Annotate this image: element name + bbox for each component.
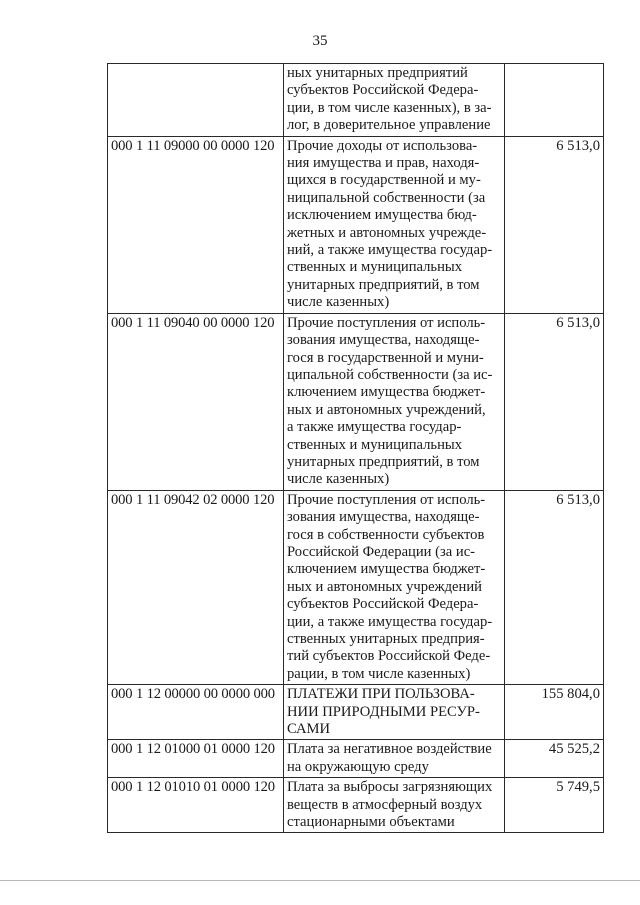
budget-classification-code: 000 1 12 00000 00 0000 000 [108, 685, 284, 740]
description-line: субъектов Российской Федера- [287, 82, 479, 99]
revenue-amount: 6 513,0 [505, 490, 604, 684]
description-line: стационарными объектами [287, 814, 455, 831]
page-number: 35 [312, 33, 328, 49]
table-row [108, 778, 604, 833]
description-line: ципальной собственности (за ис- [287, 366, 493, 383]
description-line: ниципальной собственности (за [287, 189, 486, 206]
description-line: веществ в атмосферный воздух [287, 796, 483, 813]
description-line: а также имущества государ- [287, 419, 462, 436]
description-line: ПЛАТЕЖИ ПРИ ПОЛЬЗОВА- [287, 686, 475, 703]
description-line: ных и автономных учреждений [287, 578, 482, 595]
description-line: числе казенных) [287, 471, 390, 488]
revenue-amount: 6 513,0 [505, 313, 604, 490]
description-line: ных и автономных учреждений, [287, 401, 486, 418]
table-body [108, 64, 604, 833]
table-row [108, 64, 604, 137]
description-line: ции, в том числе казенных), в за- [287, 99, 492, 116]
revenue-amount: 6 513,0 [505, 136, 604, 313]
description-line: гося в собственности субъектов [287, 526, 485, 543]
description-line: щихся в государственной и му- [287, 172, 481, 189]
description-line: ключением имущества бюджет- [287, 561, 486, 578]
revenue-amount: 45 525,2 [505, 740, 604, 778]
description-line: ственных и муниципальных [287, 259, 463, 276]
description-line: ции, а также имущества государ- [287, 613, 493, 630]
revenue-description [284, 64, 505, 137]
description-line: Прочие поступления от исполь- [287, 314, 486, 331]
description-line: ний, а также имущества государ- [287, 242, 493, 259]
budget-classification-code: 000 1 12 01000 01 0000 120 [108, 740, 284, 778]
revenue-description [284, 136, 505, 313]
budget-classification-code [108, 64, 284, 137]
table-row [108, 740, 604, 778]
revenue-amount: 155 804,0 [505, 685, 604, 740]
table-row [108, 490, 604, 684]
table-row [108, 313, 604, 490]
description-line: ственных и муниципальных [287, 436, 463, 453]
description-line: числе казенных) [287, 294, 390, 311]
budget-revenue-table [107, 63, 604, 833]
page-bottom-divider [0, 880, 640, 881]
description-line: зования имущества, находяще- [287, 332, 480, 349]
description-line: унитарных предприятий, в том [287, 453, 480, 470]
description-line: ственных унитарных предприя- [287, 631, 485, 647]
revenue-amount: 5 749,5 [505, 778, 604, 833]
description-line: Прочие доходы от использова- [287, 137, 478, 154]
revenue-description [284, 313, 505, 490]
description-line: ных унитарных предприятий [287, 65, 468, 81]
description-line: НИИ ПРИРОДНЫМИ РЕСУР- [287, 703, 480, 720]
description-line: жетных и автономных учрежде- [287, 224, 487, 241]
description-line: тий субъектов Российской Феде- [287, 648, 491, 665]
description-line: на окружающую среду [287, 758, 429, 775]
description-line: гося в государственной и муни- [287, 349, 484, 366]
table-row [108, 136, 604, 313]
description-line: САМИ [287, 721, 331, 738]
description-line: Прочие поступления от исполь- [287, 491, 486, 508]
description-line: ния имущества и прав, находя- [287, 155, 480, 172]
description-line: Российской Федерации (за ис- [287, 543, 476, 560]
budget-classification-code: 000 1 11 09042 02 0000 120 [108, 490, 284, 684]
revenue-description [284, 685, 505, 740]
budget-classification-code: 000 1 11 09040 00 0000 120 [108, 313, 284, 490]
description-line: рации, в том числе казенных) [287, 665, 471, 682]
description-line: ключением имущества бюджет- [287, 384, 486, 401]
budget-classification-code: 000 1 12 01010 01 0000 120 [108, 778, 284, 833]
revenue-description [284, 778, 505, 833]
table-row [108, 685, 604, 740]
revenue-description [284, 740, 505, 778]
description-line: унитарных предприятий, в том [287, 276, 480, 293]
description-line: Плата за выбросы загрязняющих [287, 779, 493, 796]
description-line: зования имущества, находяще- [287, 509, 480, 526]
description-line: субъектов Российской Федера- [287, 596, 479, 613]
budget-classification-code: 000 1 11 09000 00 0000 120 [108, 136, 284, 313]
revenue-amount [505, 64, 604, 137]
description-line: лог, в доверительное управление [287, 117, 491, 134]
description-line: Плата за негативное воздействие [287, 741, 492, 758]
description-line: исключением имущества бюд- [287, 207, 477, 224]
revenue-description [284, 490, 505, 684]
